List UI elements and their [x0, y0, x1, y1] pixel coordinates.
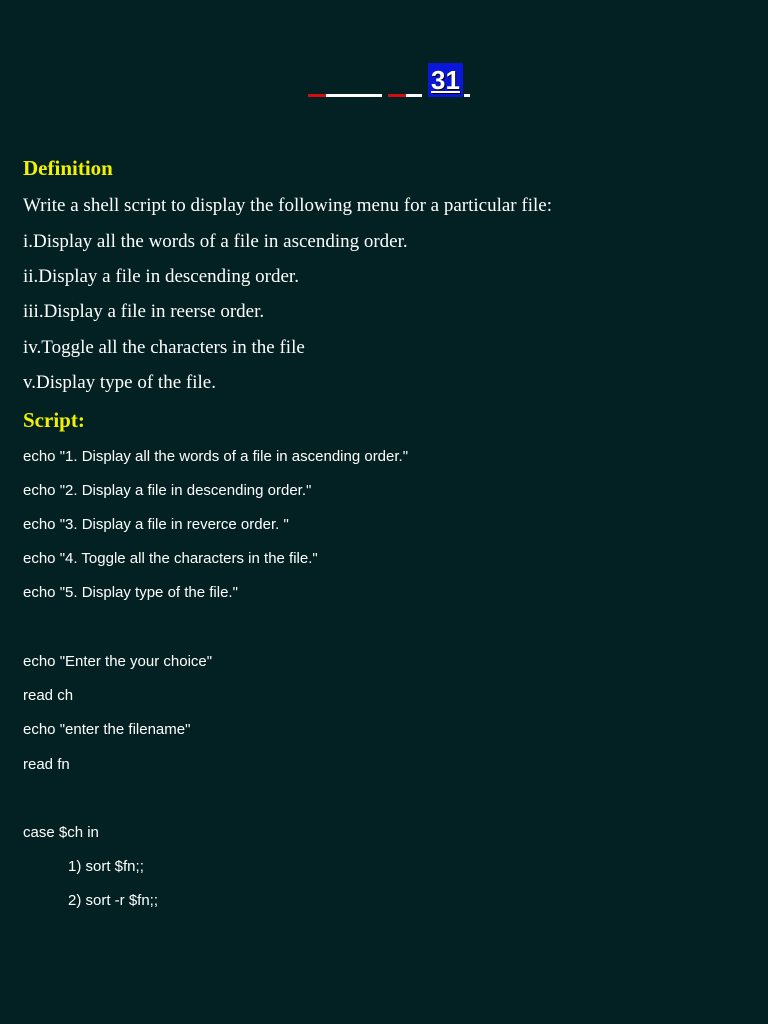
rule-segment-red: [308, 94, 326, 97]
page-number: 31: [428, 63, 463, 97]
definition-line: iv.Toggle all the characters in the file: [23, 337, 305, 358]
rule-segment-white: [464, 94, 470, 97]
script-heading: Script:: [23, 408, 85, 432]
definition-heading: Definition: [23, 156, 113, 180]
definition-line: i.Display all the words of a file in ascending order.: [23, 231, 408, 252]
definition-line: iii.Display a file in reerse order.: [23, 301, 265, 322]
code-line: echo "1. Display all the words of a file in ascending order.": [23, 448, 409, 465]
rule-segment-white: [326, 94, 382, 97]
code-line: read ch: [23, 687, 74, 704]
definition-line: Write a shell script to display the following menu for a particular file:: [23, 195, 552, 216]
definition-line: v.Display type of the file.: [23, 372, 216, 393]
definition-line: ii.Display a file in descending order.: [23, 266, 299, 287]
code-line: 2) sort -r $fn;;: [68, 892, 159, 909]
code-line: 1) sort $fn;;: [68, 858, 144, 875]
code-line: echo "3. Display a file in reverce order. ": [23, 516, 289, 533]
code-line: echo "5. Display type of the file.": [23, 584, 238, 601]
code-line: case $ch in: [23, 824, 99, 841]
code-line: echo "2. Display a file in descending order.": [23, 482, 312, 499]
code-line: echo "enter the filename": [23, 721, 191, 738]
rule-segment-red: [388, 94, 406, 97]
code-line: echo "Enter the your choice": [23, 653, 213, 670]
code-line: read fn: [23, 756, 70, 773]
code-line: echo "4. Toggle all the characters in the file.": [23, 550, 318, 567]
rule-segment-white: [406, 94, 422, 97]
